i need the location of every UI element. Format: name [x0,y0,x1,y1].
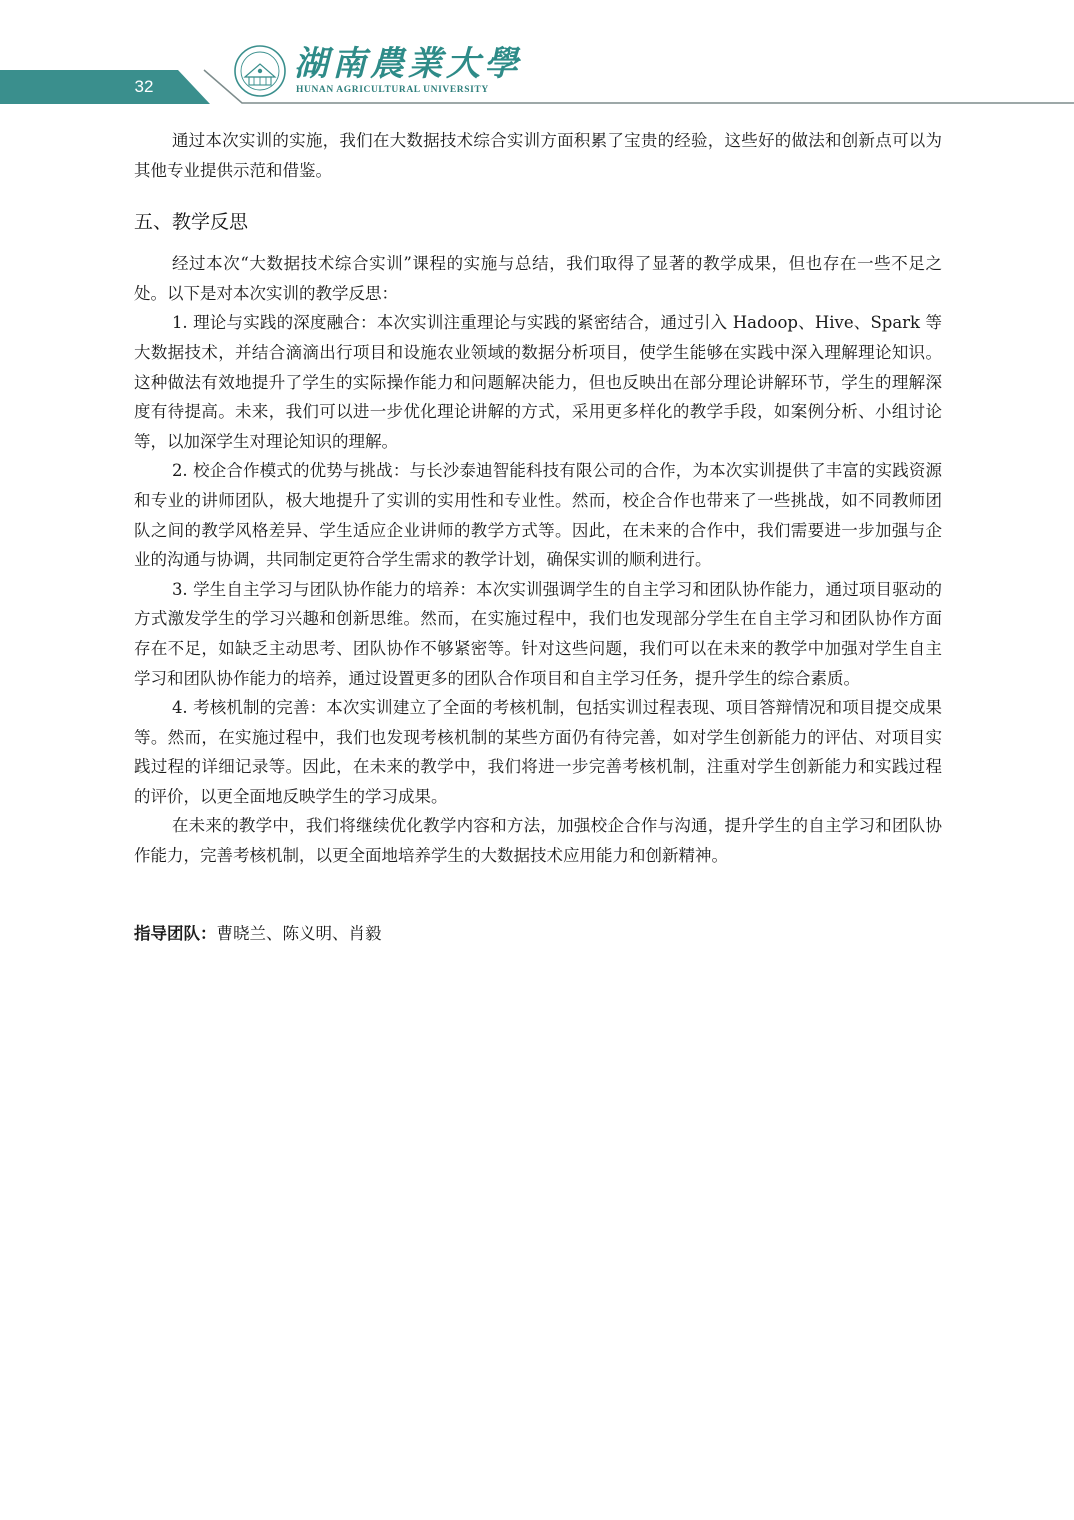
page-header [0,0,1074,110]
intro-paragraph: 通过本次实训的实施，我们在大数据技术综合实训方面积累了宝贵的经验，这些好的做法和创新点可以为其他专业提供示范和借鉴。 [134,131,942,180]
team-label: 指导团队： [134,923,217,943]
university-seal-icon [234,45,286,97]
page-content [134,126,942,949]
guidance-team [134,919,942,949]
paragraph-conclusion: 在未来的教学中，我们将继续优化教学内容和方法，加强校企合作与沟通，提升学生的自主学习和团队协作能力，完善考核机制，以更全面地培养学生的大数据技术应用能力和创新精神。 [134,816,942,866]
paragraph-point-2: 2. 校企合作模式的优势与挑战：与长沙泰迪智能科技有限公司的合作，为本次实训提供了丰富的实践资源和专业的讲师团队，极大地提升了实训的实用性和专业性。然而，校企合作也带来了一些挑战，如不同教师团队之间的教学风格差异、学生适应企业讲师的教学方式等。因此，在未来的合作中，我们需要进一步加强与企业的沟通与协调，共同制定更符合学生需求的教学计划，确保实训的顺利进行。 [134,461,942,570]
page-number: 32 [134,77,154,96]
team-members: 曹晓兰、陈义明、肖毅 [216,923,382,943]
paragraph-overview: 经过本次“大数据技术综合实训”课程的实施与总结，我们取得了显著的教学成果，但也存在一些不足之处。以下是对本次实训的教学反思： [134,254,942,303]
page-number-tab [0,70,210,104]
university-name-cn: 湖南農業大學 [294,44,522,84]
paragraph-point-4: 4. 考核机制的完善：本次实训建立了全面的考核机制，包括实训过程表现、项目答辩情况和项目提交成果等。然而，在实施过程中，我们也发现考核机制的某些方面仍有待完善，如对学生创新能力的评估、对项目实践过程的详细记录等。因此，在未来的教学中，我们将进一步完善考核机制，注重对学生创新能力和实践过程的评价，以更全面地反映学生的学习成果。 [134,698,942,806]
section-title: 五、教学反思 [134,211,249,234]
paragraph-point-3: 3. 学生自主学习与团队协作能力的培养：本次实训强调学生的自主学习和团队协作能力，通过项目驱动的方式激发学生的学习兴趣和创新思维。然而，在实施过程中，我们也发现部分学生在自主学习和团队协作方面存在不足，如缺乏主动思考、团队协作不够紧密等。针对这些问题，我们可以在未来的教学中加强对学生自主学习和团队协作能力的培养，通过设置更多的团队合作项目和自主学习任务，提升学生的综合素质。 [134,579,942,688]
university-name-en: HUNAN AGRICULTURAL UNIVERSITY [296,85,489,95]
paragraph-point-1: 1. 理论与实践的深度融合：本次实训注重理论与实践的紧密结合，通过引入 Hadoop、Hive、Spark 等大数据技术，并结合滴滴出行项目和设施农业领域的数据分析项目，使学生能够在实践中深入理解理论知识。这种做法有效地提升了学生的实际操作能力和问题解决能力，但也反映出在部分理论讲解环节，学生的理解深度有待提高。未来，我们可以进一步优化理论讲解的方式，采用更多样化的教学手段，如案例分析、小组讨论等，以加深学生对理论知识的理解。 [134,313,942,451]
